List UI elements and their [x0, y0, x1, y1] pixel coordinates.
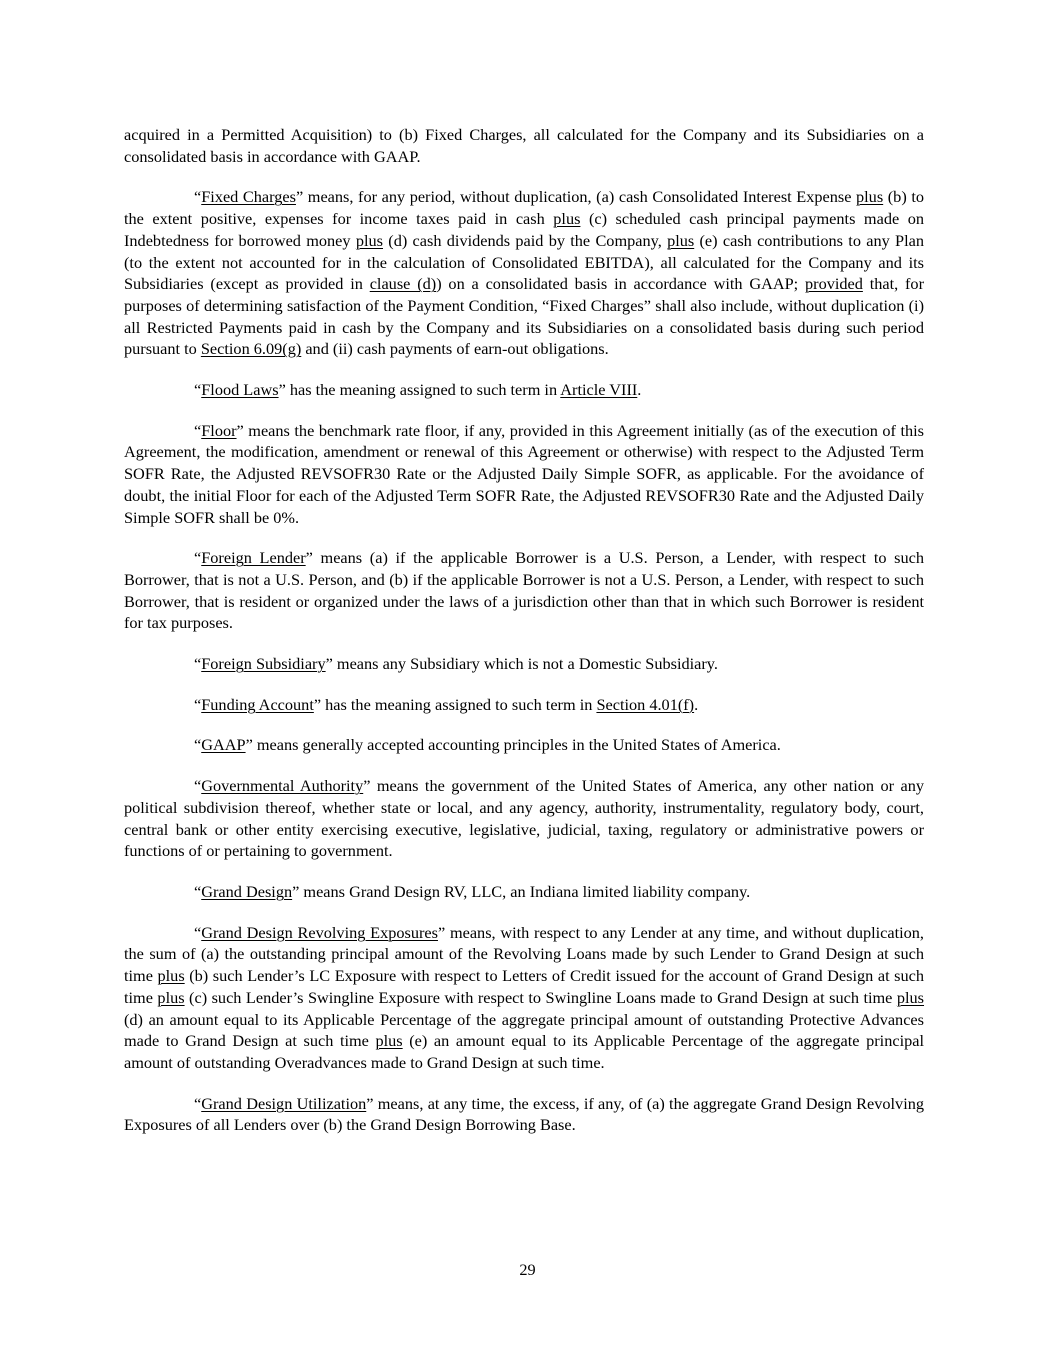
text-segment: “ — [194, 1093, 202, 1113]
text-segment: “ — [194, 922, 202, 942]
underlined-term: Fixed Charges — [201, 187, 296, 207]
page-number: 29 — [519, 1260, 536, 1279]
text-segment: that, for purposes of determining satisfaction of the Payment Condition, “Fixed Charges” shall also include, without duplication (i) all Restricted Payments paid in cash by the Company and its Subsidiaries on a consolidated basis during such period pursuant to — [124, 274, 924, 359]
text-segment: “ — [194, 380, 202, 400]
text-segment: acquired in a Permitted Acquisition) to (b) Fixed Charges, all calculated for the Company and its Subsidiaries on a consolidated basis in accordance with GAAP. — [124, 125, 924, 166]
text-segment: ” means, for any period, without duplication, (a) cash Consolidated Interest Expense — [295, 187, 857, 207]
text-segment: (b) to the extent positive, expenses for income taxes paid in cash — [124, 187, 924, 229]
definition-paragraph — [124, 420, 924, 529]
definition-paragraph — [124, 1093, 924, 1136]
text-segment: ” means, with respect to any Lender at any time, and without duplication, the sum of (a) the outstanding principal amount of the Revolving Loans made by such Lender to Grand Design at such time — [124, 922, 925, 986]
definition-paragraph — [124, 186, 924, 360]
definition-paragraph — [124, 775, 924, 862]
text-segment: and (ii) cash payments of earn-out obligations. — [301, 339, 609, 359]
underlined-term: Foreign Subsidiary — [201, 654, 326, 674]
underlined-term: Section 4.01(f) — [596, 694, 695, 714]
text-segment: (e) an amount equal to its Applicable Percentage of the aggregate principal amount of outstanding Overadvances made to Grand Design at such time. — [124, 1031, 924, 1072]
text-segment: ” means, at any time, the excess, if any, of (a) the aggregate Grand Design Revolving Exposures of all Lenders over (b) the Grand Design Borrowing Base. — [124, 1093, 924, 1135]
text-segment: ” has the meaning assigned to such term in — [278, 380, 561, 400]
underlined-term: clause (d) — [369, 274, 437, 294]
document-body — [124, 124, 924, 1155]
text-segment: “ — [194, 694, 202, 714]
text-segment: ” means generally accepted accounting principles in the United States of America. — [245, 735, 781, 755]
continuation-paragraph — [124, 124, 924, 167]
text-segment: (c) scheduled cash principal payments made on Indebtedness for borrowed money — [124, 209, 924, 250]
underlined-term: plus — [553, 209, 581, 229]
underlined-term: Section 6.09(g) — [200, 339, 302, 359]
text-segment: ” means the government of the United States of America, any other nation or any political subdivision thereof, whether state or local, and any agency, authority, instrumentality, regulatory body, court, central bank or other entity exercising executive, legislative, judicial, taxing, regulatory or administrative powers or functions of or pertaining to government. — [124, 776, 924, 861]
underlined-term: Article VIII — [560, 380, 638, 400]
underlined-term: Grand Design Revolving Exposures — [201, 922, 438, 942]
text-segment: ” means Grand Design RV, LLC, an Indiana limited liability company. — [292, 881, 751, 901]
definition-paragraph — [124, 694, 924, 716]
text-segment: ” means the benchmark rate floor, if any, provided in this Agreement initially (as of the execution of this Agreement, the modification, amendment or renewal of this Agreement or otherwise) with respect to the Adjusted Term SOFR Rate, the Adjusted REVSOFR30 Rate or the Adjusted Daily Simple SOFR, as applicable. For the avoidance of doubt, the initial Floor for each of the Adjusted Term SOFR Rate, the Adjusted REVSOFR30 Rate and the Adjusted Daily Simple SOFR shall be 0%. — [124, 420, 924, 527]
underlined-term: Flood Laws — [201, 380, 279, 400]
text-segment: . — [694, 694, 699, 714]
definition-paragraph — [124, 379, 924, 401]
underlined-term: plus — [667, 230, 695, 250]
underlined-term: Grand Design — [201, 881, 293, 901]
text-segment: “ — [194, 548, 202, 568]
underlined-term: plus — [157, 987, 185, 1007]
text-segment: “ — [194, 776, 202, 796]
text-segment: ” means any Subsidiary which is not a Domestic Subsidiary. — [325, 654, 718, 674]
definition-paragraph — [124, 922, 924, 1074]
definition-paragraph — [124, 653, 924, 675]
underlined-term: plus — [856, 187, 884, 207]
text-segment: ) on a consolidated basis in accordance with GAAP; — [436, 274, 806, 294]
text-segment: “ — [194, 420, 202, 440]
underlined-term: Floor — [201, 420, 237, 440]
text-segment: (d) cash dividends paid by the Company, — [383, 230, 668, 250]
underlined-term: Grand Design Utilization — [201, 1093, 367, 1113]
underlined-term: provided — [805, 274, 863, 294]
underlined-term: plus — [896, 987, 925, 1007]
text-segment: (c) such Lender’s Swingline Exposure with respect to Swingline Loans made to Grand Design at such time — [184, 987, 897, 1007]
underlined-term: plus — [157, 966, 185, 986]
underlined-term: Foreign Lender — [201, 548, 306, 568]
text-segment: (b) such Lender’s LC Exposure with respect to Letters of Credit issued for the account of Grand Design at such time — [124, 966, 925, 1007]
underlined-term: plus — [375, 1031, 403, 1051]
text-segment: ” has the meaning assigned to such term in — [313, 694, 597, 714]
definition-paragraph — [124, 881, 924, 903]
text-segment: “ — [194, 881, 202, 901]
text-segment: “ — [194, 187, 202, 207]
text-segment: “ — [194, 654, 202, 674]
underlined-term: GAAP — [201, 735, 246, 755]
underlined-term: plus — [355, 230, 383, 250]
definition-paragraph — [124, 547, 924, 634]
text-segment: . — [637, 380, 642, 400]
text-segment: ” means (a) if the applicable Borrower is a U.S. Person, a Lender, with respect to such Borrower, that is not a U.S. Person, and (b) if the applicable Borrower is not a U.S. Person, a Lender, with respect to such Borrower, that is resident or organized under the laws of a jurisdiction other than that in which such Borrower is resident for tax purposes. — [124, 548, 924, 633]
underlined-term: Governmental Authority — [201, 776, 364, 796]
definition-paragraph — [124, 734, 924, 756]
text-segment: (e) cash contributions to any Plan (to the extent not accounted for in the calculation of Consolidated EBITDA), all calculated for the Company and its Subsidiaries (except as provided in — [124, 230, 924, 294]
text-segment: (d) an amount equal to its Applicable Percentage of the aggregate principal amount of outstanding Protective Advances made to Grand Design at such time — [124, 1009, 924, 1051]
text-segment: “ — [194, 735, 202, 755]
underlined-term: Funding Account — [201, 694, 314, 714]
